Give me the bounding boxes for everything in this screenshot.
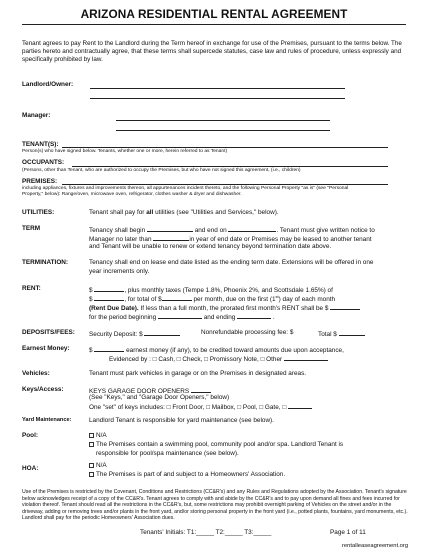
- manager-line-1[interactable]: [116, 120, 330, 121]
- prorated-end-field[interactable]: [237, 312, 271, 319]
- footer-url: rentalleaseagreement.org: [342, 543, 409, 549]
- pool-checkbox[interactable]: [89, 442, 94, 447]
- tenants-line[interactable]: [62, 147, 388, 148]
- earnest-label: Earnest Money:: [22, 345, 70, 352]
- earnest-line-2: Evidenced by : □ Cash, □ Check, □ Promissory Note, □ Other: [109, 354, 328, 363]
- earnest-line-1: $ earnest money (if any), to be credited toward amounts due upon acceptance,: [89, 347, 344, 354]
- prorated-start-field[interactable]: [158, 312, 202, 319]
- pool-label: Pool:: [22, 432, 38, 439]
- keys-line-3: One "set" of keys includes: □ Front Door, □ Mailbox, □ Pool, □ Gate, □: [89, 402, 312, 411]
- term-notice-field[interactable]: [153, 234, 189, 241]
- vehicles-text: Tenant must park vehicles in garage or on the Premises in designated areas.: [89, 370, 307, 377]
- page-number: Page 1 of 11: [330, 529, 366, 536]
- premises-note-2: Property," below): Range/oven, microwave oven, refrigerator, clothes washer & dryer and dishwasher.: [22, 192, 242, 197]
- earnest-amount-field[interactable]: [94, 345, 124, 352]
- rent-amount-field[interactable]: [94, 285, 124, 292]
- manager-line-2[interactable]: [116, 130, 330, 131]
- earnest-other-field[interactable]: [284, 354, 328, 361]
- rent-line-3: (Rent Due Date). If less than a full month, the prorated first month's RENT shall be $: [89, 303, 360, 312]
- term-line-1: Tenancy shall begin and end on . Tenant must give written notice to: [89, 227, 375, 234]
- landlord-line-1[interactable]: [90, 88, 345, 89]
- vehicles-label: Vehicles:: [22, 370, 50, 377]
- hoa-label: HOA:: [22, 465, 39, 472]
- deposits-label: DEPOSITS/FEES:: [22, 329, 75, 336]
- pool-na-option[interactable]: N/A: [89, 432, 107, 439]
- term-line-2: Manager no later than in year of end date or Premises may be leased to another tenant: [89, 236, 372, 243]
- keys-line-1: KEYS GARAGE DOOR OPENERS: [89, 386, 211, 395]
- hoa-checkbox[interactable]: [89, 472, 94, 477]
- utilities-label: UTILITIES:: [22, 209, 55, 216]
- keys-line-2: (See "Keys," and "Garage Door Openers," below): [89, 394, 230, 401]
- pool-text-2: responsible for pool/spa maintenance (see below).: [96, 450, 239, 457]
- occupants-line[interactable]: [72, 166, 388, 167]
- rent-total-field[interactable]: [162, 294, 192, 301]
- rent-line-2: $ , for total of $ per month, due on the first (1st) day of each month: [89, 294, 336, 304]
- occupants-label: OCCUPANTS:: [22, 159, 65, 166]
- premises-label: PREMISES:: [22, 178, 58, 185]
- termination-label: TERMINATION:: [22, 259, 69, 266]
- document-title: ARIZONA RESIDENTIAL RENTAL AGREEMENT: [80, 7, 348, 21]
- keys-other-field[interactable]: [288, 402, 312, 409]
- yard-text: Landlord Tenant is responsible for yard maintenance (see below).: [89, 417, 274, 424]
- pool-option[interactable]: The Premises contain a swimming pool, community pool and/or spa. Landlord Tenant is: [89, 441, 343, 448]
- prorated-rent-field[interactable]: [330, 303, 360, 310]
- cc-and-r-paragraph: Use of the Premises is restricted by the Covenant, Conditions and Restrictions (CC&R's) and any Rules and Regulations adopted by the Association. Tenant's signature below acknowledges receipt of a copy of the CC&R's. Tenant agrees to comply with and abide by the CC&R's and to pay upon demand all fines and fees incurred for violation thereof. Tenant should read all the restrictions in the CC&R's, but, some restrictions may prohibit overnight parking of Vehicles on the street and/or in the driveway, adding or removing trees and/or plants in the front yard, and/or storing personal property in the front yard (i.e., potted plants, fountains, yard monuments, etc.). Landlord shall pay for the periodic Homeowners' Association dues.: [22, 489, 408, 521]
- deposit-total: Total $: [318, 329, 365, 338]
- premises-line[interactable]: [62, 184, 388, 185]
- rent-line-4: for the period beginning and ending .: [89, 314, 275, 321]
- keys-label: Keys/Access:: [22, 386, 64, 393]
- term-line-3: and Tenant will be unable to renew or extend tenancy beyond termination date above.: [89, 243, 332, 250]
- occupants-note: (Persons, other than Tenant, who are authorized to occupy the Premises, but who have not signed this agreement, (i.e., children): [22, 168, 301, 173]
- deposit-total-field[interactable]: [339, 329, 365, 336]
- garage-openers-field[interactable]: [191, 386, 211, 393]
- term-label: TERM: [22, 225, 41, 232]
- landlord-line-2[interactable]: [90, 98, 345, 99]
- hoa-na-checkbox[interactable]: [89, 463, 94, 468]
- premises-note-1: including appliances, fixtures and improvements thereon, all appurtenances incident thereto, and the following Personal Property "as is" (see "Personal: [22, 186, 349, 191]
- tenants-note: Person(s) who have signed below. Tenants, whether one or more, herein referred to as Tenant): [22, 149, 228, 154]
- term-start-field[interactable]: [147, 225, 193, 232]
- manager-label: Manager:: [22, 112, 51, 119]
- yard-label: Yard Maintenance:: [22, 417, 72, 423]
- rent-line-1: $ , plus monthly taxes (Tempe 1.8%, Phoenix 2%, and Scottsdale 1.65%) of: [89, 287, 333, 294]
- pool-na-checkbox[interactable]: [89, 433, 94, 438]
- rent-tax-field[interactable]: [94, 294, 124, 301]
- rent-label: RENT:: [22, 285, 41, 292]
- term-end-field[interactable]: [228, 225, 276, 232]
- hoa-option[interactable]: The Premises is part of and subject to a Homeowners' Association.: [89, 471, 285, 478]
- security-deposit-field[interactable]: [144, 329, 180, 336]
- title-divider: [22, 24, 406, 25]
- security-deposit: Security Deposit: $: [89, 329, 180, 338]
- termination-line-1: Tenancy shall end on lease end date listed as the ending term date. Extensions will be offered in one: [89, 259, 374, 266]
- hoa-na-option[interactable]: N/A: [89, 462, 107, 469]
- tenants-label: TENANT(S):: [22, 141, 59, 148]
- tenant-initials[interactable]: Tenants' Initials: T1:_____ T2:_____ T3:_____: [140, 529, 272, 536]
- processing-fee: Nonrefundable processing fee: $: [201, 329, 294, 336]
- termination-line-2: year increments only.: [89, 268, 150, 275]
- intro-paragraph: Tenant agrees to pay Rent to the Landlord during the Term hereof in exchange for use of the Premises, pursuant to the terms below. The parties hereto and contractually agree, that these terms shall supercede statutes, case law and rules of procedure, unless expressly and specifically prohibited by law.: [22, 40, 402, 63]
- landlord-label: Landlord/Owner:: [22, 81, 74, 88]
- utilities-text: Tenant shall pay for all utilities (see "Utilities and Services," below).: [89, 209, 279, 216]
